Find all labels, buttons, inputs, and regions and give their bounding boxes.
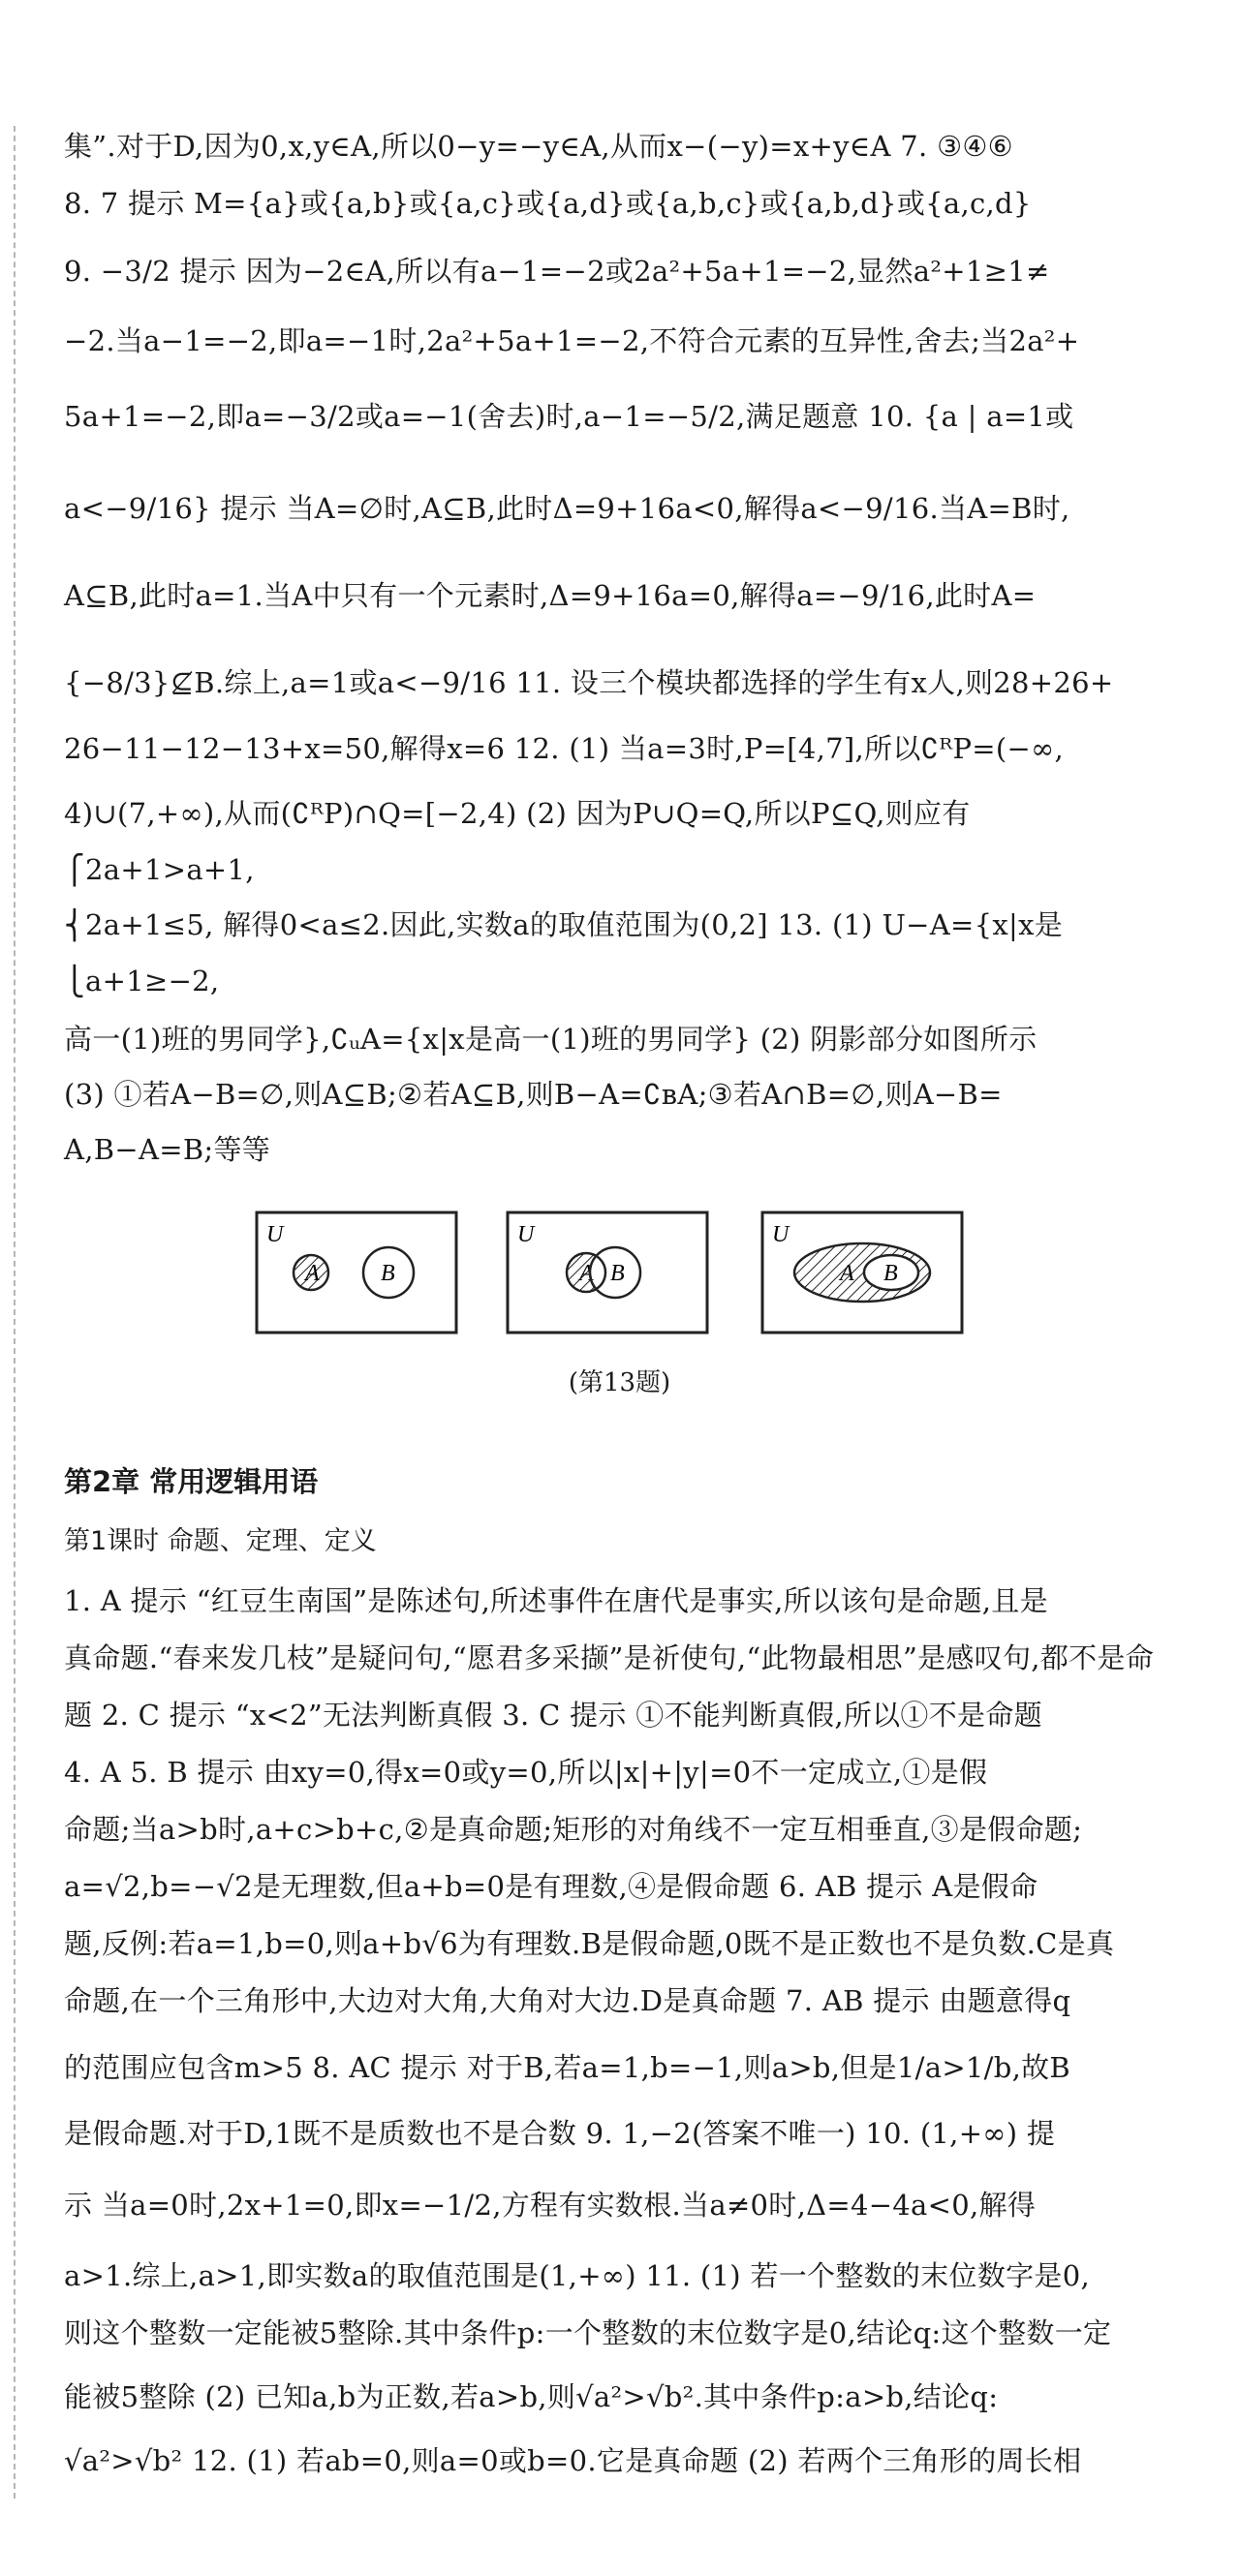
lesson-title: 第1课时 命题、定理、定义 [64,1526,377,1556]
text-line: a<−9/16} 提示 当A=∅时,A⊆B,此时Δ=9+16a<0,解得a<−9/16.当A=B时, [64,492,1070,525]
text-line: A⊆B,此时a=1.当A中只有一个元素时,Δ=9+16a=0,解得a=−9/16,此时A= [64,579,1037,612]
figure-caption: (第13题) [568,1368,671,1397]
text-line: 能被5整除 (2) 已知a,b为正数,若a>b,则√a²>√b².其中条件p:a>b,结论q: [64,2380,999,2413]
margin-dashed-rule [14,126,15,2499]
universal-set-box [257,1212,456,1333]
text-line: 4. A 5. B 提示 由xy=0,得x=0或y=0,所以|x|+|y|=0不一定成立,①是假 [64,1756,988,1789]
text-line: a=√2,b=−√2是无理数,但a+b=0是有理数,④是假命题 6. AB 提示 A是假命 [64,1870,1038,1903]
system-line-3: ⎩a+1≥−2, [64,965,220,997]
b-label: B [883,1261,898,1286]
system-line-1: ⎧2a+1>a+1, [64,853,255,886]
text-line: 8. 7 提示 M={a}或{a,b}或{a,c}或{a,d}或{a,b,c}或{a,b,d}或{a,c,d} [64,187,1032,220]
text-line: −2.当a−1=−2,即a=−1时,2a²+5a+1=−2,不符合元素的互异性,舍去;当2a²+ [64,324,1080,357]
b-label: B [610,1261,625,1286]
text-line: (3) ①若A−B=∅,则A⊆B;②若A⊆B,则B−A=∁ʙA;③若A∩B=∅,则A−B= [64,1078,1003,1111]
text-line: 题 2. C 提示 “x<2”无法判断真假 3. C 提示 ①不能判断真假,所以①不是命题 [64,1699,1042,1732]
a-label: A [840,1261,854,1286]
u-label: U [772,1222,790,1247]
text-line: {−8/3}⊈B.综上,a=1或a<−9/16 11. 设三个模块都选择的学生有x人,则28+26+ [64,666,1114,699]
text-line: 真命题.“春来发几枝”是疑问句,“愿君多采撷”是祈使句,“此物最相思”是感叹句,都不是命 [64,1641,1155,1674]
text-line: 4)∪(7,+∞),从而(∁ᴿP)∩Q=[−2,4) (2) 因为P∪Q=Q,所以P⊆Q,则应有 [64,797,971,830]
u-label: U [517,1222,535,1247]
text-line: 高一(1)班的男同学},∁ᵤA={x|x是高一(1)班的男同学} (2) 阴影部分如图所示 [64,1023,1038,1056]
universal-set-box [508,1212,707,1333]
a-label: A [305,1261,320,1286]
venn-diagram-2 [506,1211,709,1334]
chapter-title: 第2章 常用逻辑用语 [64,1465,319,1498]
system-line-2: ⎨2a+1≤5, 解得0<a≤2.因此,实数a的取值范围为(0,2] 13. (1) U−A={x|x是 [64,908,1064,941]
venn-diagram-1 [255,1211,458,1334]
text-line: a>1.综上,a>1,即实数a的取值范围是(1,+∞) 11. (1) 若一个整数的末位数字是0, [64,2259,1090,2292]
text-line: 示 当a=0时,2x+1=0,即x=−1/2,方程有实数根.当a≠0时,Δ=4−4a<0,解得 [64,2189,1037,2222]
text-line: 26−11−12−13+x=50,解得x=6 12. (1) 当a=3时,P=[4,7],所以∁ᴿP=(−∞, [64,732,1065,765]
a-label: A [579,1261,594,1286]
text-line: 命题;当a>b时,a+c>b+c,②是真命题;矩形的对角线不一定互相垂直,③是假命题; [64,1813,1083,1846]
venn-diagram-3 [760,1211,964,1334]
text-line: 集”.对于D,因为0,x,y∈A,所以0−y=−y∈A,从而x−(−y)=x+y∈A 7. ③④⑥ [64,130,1013,163]
text-line: 是假命题.对于D,1既不是质数也不是合数 9. 1,−2(答案不唯一) 10. (1,+∞) 提 [64,2117,1056,2150]
text-line: 1. A 提示 “红豆生南国”是陈述句,所述事件在唐代是事实,所以该句是命题,且是 [64,1584,1048,1617]
text-line: A,B−A=B;等等 [64,1133,271,1166]
text-line: 5a+1=−2,即a=−3/2或a=−1(舍去)时,a−1=−5/2,满足题意 10. {a | a=1或 [64,400,1074,433]
text-line: 9. −3/2 提示 因为−2∈A,所以有a−1=−2或2a²+5a+1=−2,显然a²+1≥1≠ [64,255,1050,288]
text-line: √a²>√b² 12. (1) 若ab=0,则a=0或b=0.它是真命题 (2) 若两个三角形的周长相 [64,2444,1082,2477]
text-line: 题,反例:若a=1,b=0,则a+b√6为有理数.B是假命题,0既不是正数也不是负数.C是真 [64,1927,1115,1960]
text-line: 则这个整数一定能被5整除.其中条件p:一个整数的末位数字是0,结论q:这个整数一定 [64,2316,1112,2349]
b-label: B [381,1261,395,1286]
text-line: 的范围应包含m>5 8. AC 提示 对于B,若a=1,b=−1,则a>b,但是1/a>1/b,故B [64,2051,1071,2084]
text-line: 命题,在一个三角形中,大边对大角,大角对大边.D是真命题 7. AB 提示 由题意得q [64,1984,1071,2017]
u-label: U [266,1222,284,1247]
